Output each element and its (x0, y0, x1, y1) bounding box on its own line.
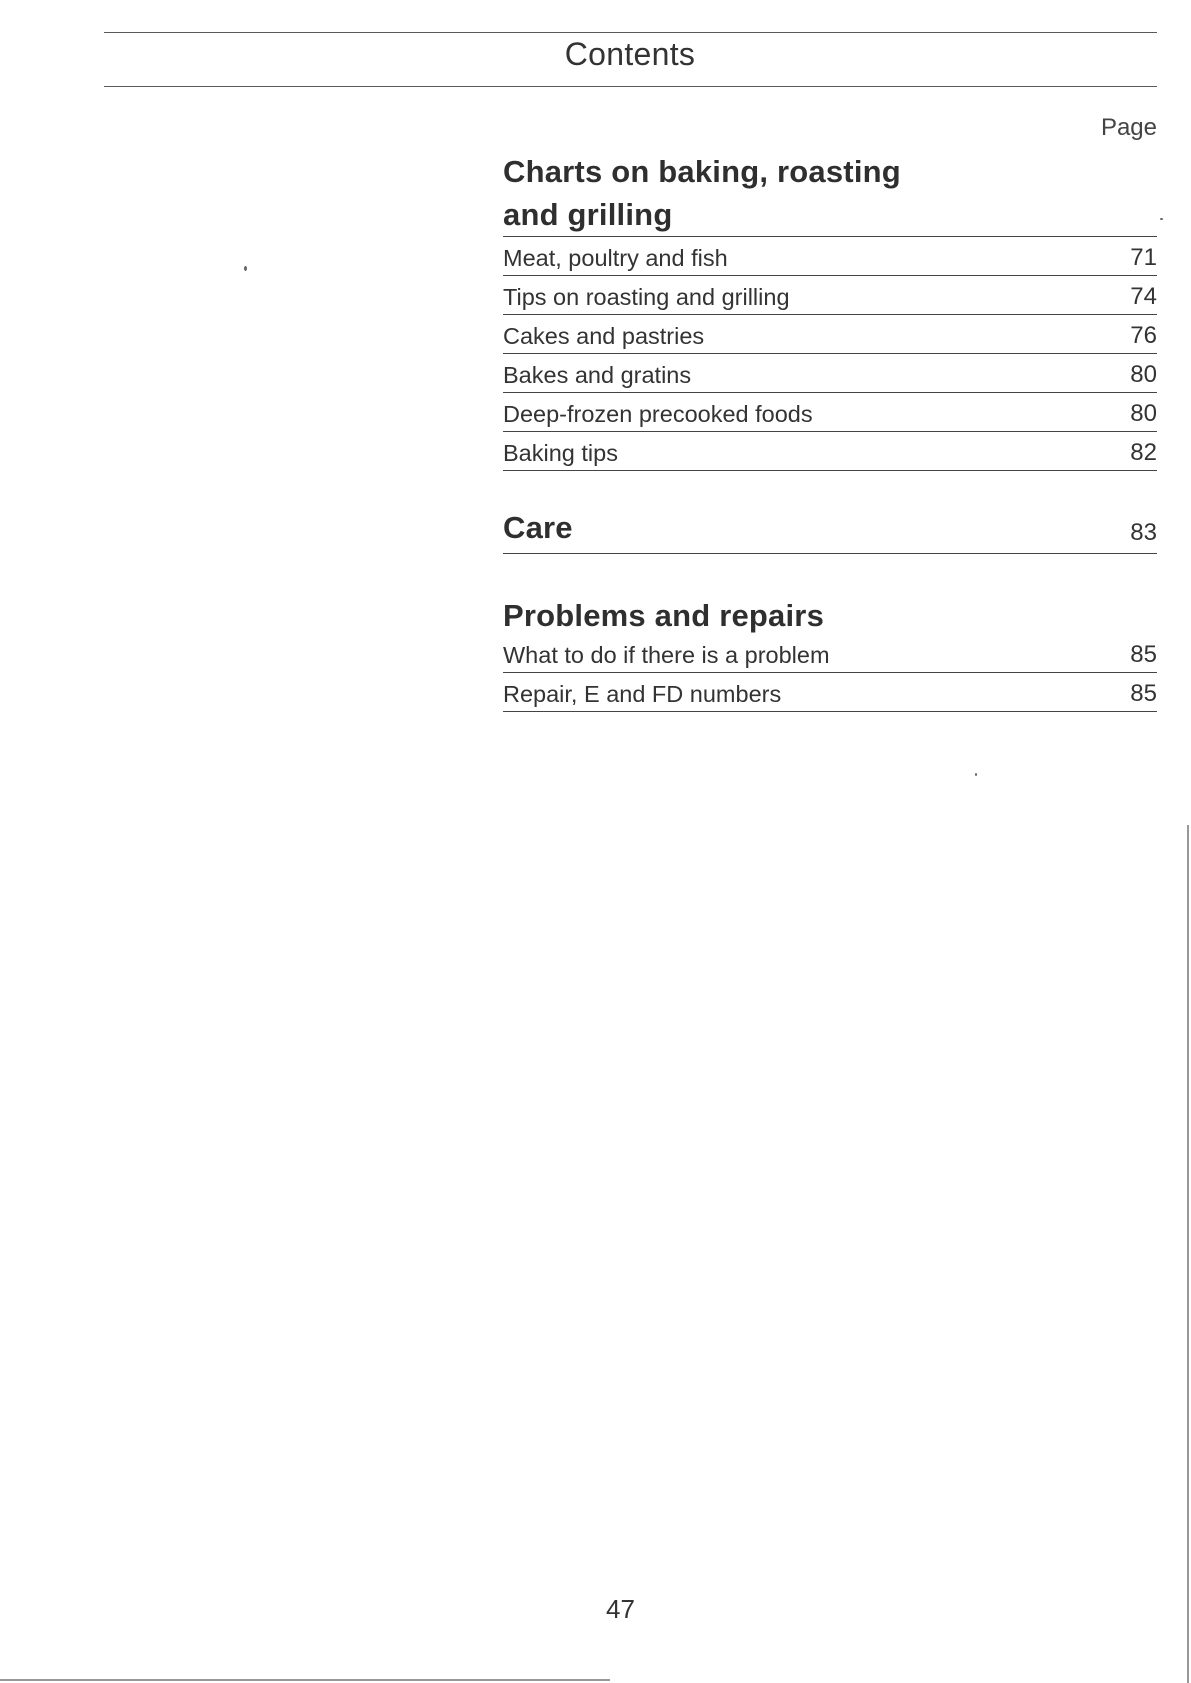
toc-entry-page: 85 (1130, 641, 1157, 668)
page-column-label: Page (1100, 114, 1157, 141)
toc-entry-label: Bakes and gratins (503, 362, 692, 388)
toc-entry[interactable] (503, 354, 1157, 393)
toc-entry-label: Tips on roasting and grilling (503, 284, 790, 310)
toc-entry-page: 74 (1130, 283, 1157, 310)
toc-heading-row[interactable] (503, 506, 1157, 554)
toc-entry[interactable] (503, 637, 1157, 673)
toc-section-care (503, 506, 1157, 554)
page-number: 47 (606, 1594, 635, 1624)
toc-entry-page: 80 (1130, 361, 1157, 388)
scan-speck (975, 773, 977, 776)
scan-speck (1160, 218, 1163, 220)
toc-entry-page: 85 (1130, 680, 1157, 707)
header-bottom-rule (104, 86, 1157, 87)
toc-entry-page: 76 (1130, 322, 1157, 349)
toc-entry-label: Repair, E and FD numbers (503, 681, 782, 707)
toc-entry-label: Baking tips (503, 440, 618, 466)
toc-entry[interactable] (503, 237, 1157, 276)
page-title: Contents (564, 36, 696, 72)
section-heading[interactable]: Problems and repairs (503, 598, 825, 633)
section-heading: Care (503, 510, 573, 545)
toc-entry[interactable] (503, 393, 1157, 432)
scan-edge-line (0, 1679, 610, 1681)
toc-entry-label: What to do if there is a problem (503, 642, 830, 668)
toc-entry[interactable] (503, 315, 1157, 354)
toc-entry-page: 82 (1130, 439, 1157, 466)
toc-entry-page: 71 (1130, 244, 1157, 271)
toc-entry[interactable] (503, 673, 1157, 712)
section-heading-line: and grilling (503, 197, 673, 232)
scan-speck (244, 266, 247, 271)
toc-section-problems (503, 594, 1157, 712)
section-heading[interactable] (503, 150, 1157, 236)
toc-entry[interactable] (503, 276, 1157, 315)
scan-edge-line (1187, 825, 1189, 1683)
section-heading-page: 83 (1130, 519, 1157, 546)
toc-entry-label: Deep-frozen precooked foods (503, 401, 813, 427)
toc-entry-label: Meat, poultry and fish (503, 245, 728, 271)
section-heading-line: Charts on baking, roasting (503, 154, 901, 189)
toc-entry-page: 80 (1130, 400, 1157, 427)
toc-section-charts (503, 150, 1157, 471)
toc-entry-label: Cakes and pastries (503, 323, 705, 349)
header-top-rule (104, 32, 1157, 33)
toc-entry[interactable] (503, 432, 1157, 471)
